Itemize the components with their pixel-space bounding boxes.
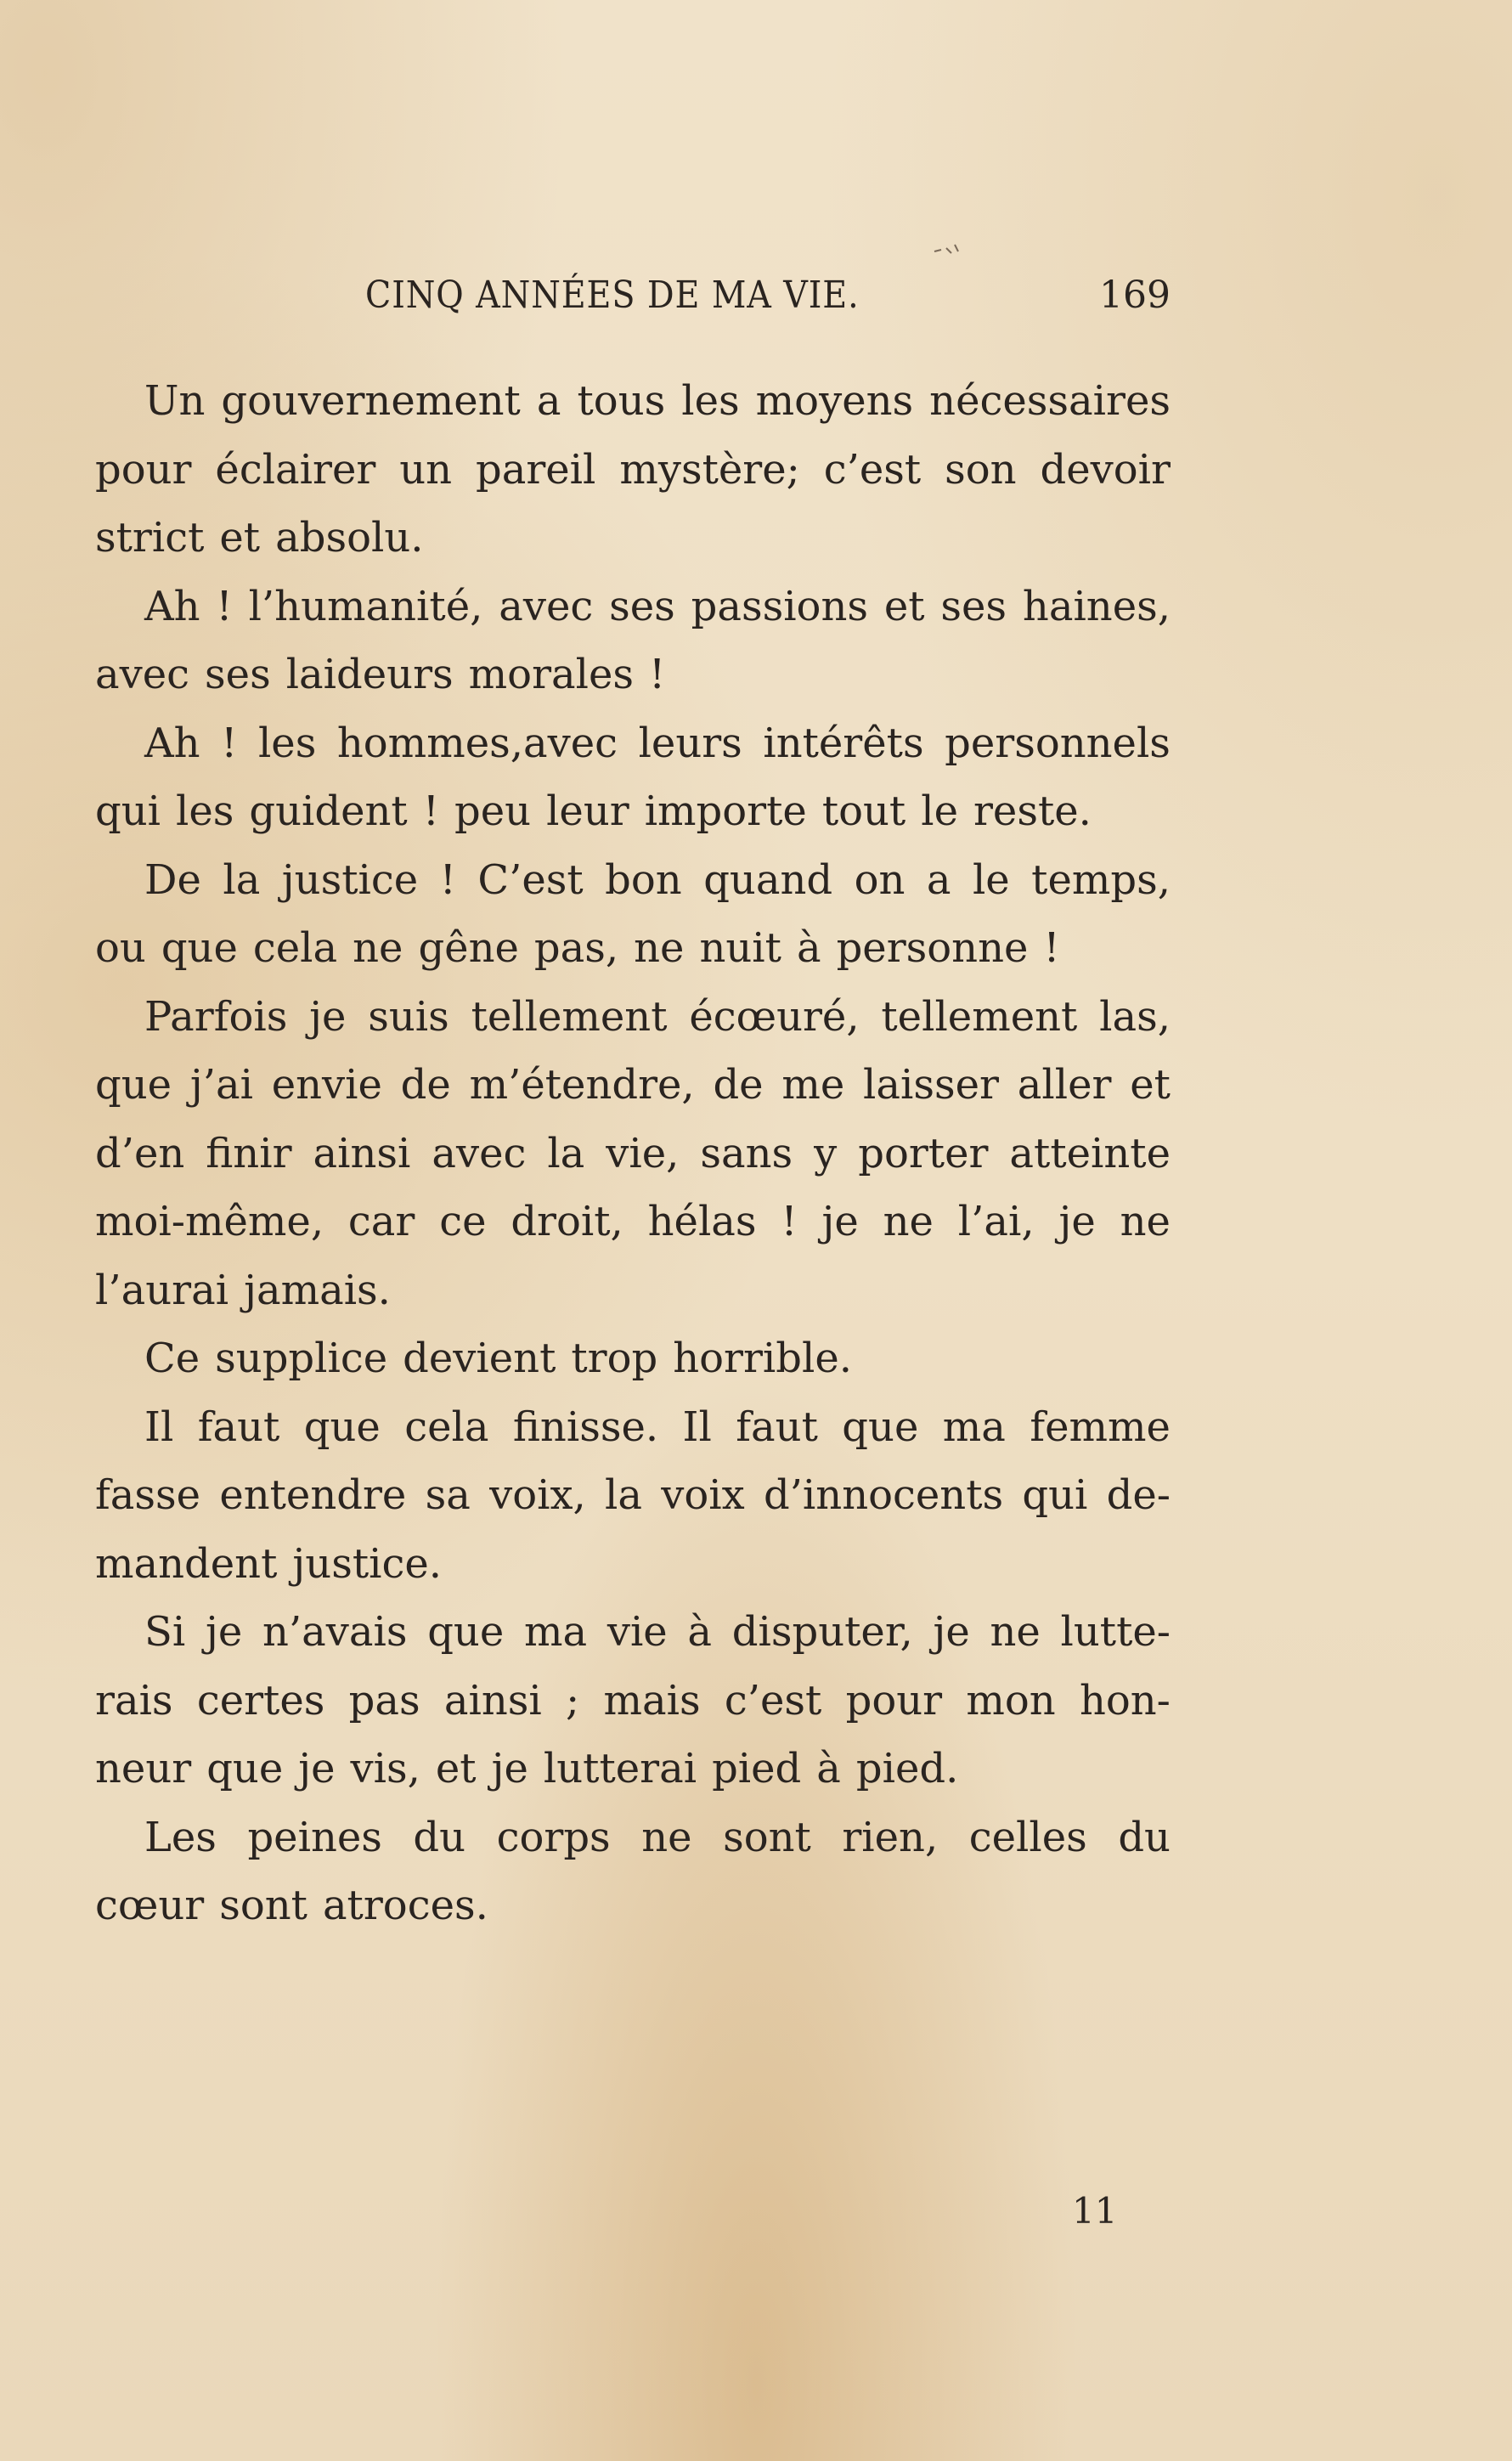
- text-line: qui les guident ! peu leur importe tout le reste.: [95, 787, 1092, 835]
- paragraph: [95, 1393, 1171, 1599]
- text-line: Ah ! l’humanité, avec ses passions et ses haines,: [144, 582, 1171, 630]
- text-line: l’aurai jamais.: [95, 1266, 391, 1314]
- text-line: Les peines du corps ne sont rien, celles du: [144, 1813, 1171, 1861]
- text-line: ou que cela ne gêne pas, ne nuit à personne !: [95, 924, 1060, 972]
- paragraph: [95, 1324, 1171, 1393]
- paragraph: [95, 1803, 1171, 1940]
- paragraph: [95, 983, 1171, 1325]
- ink-mark: [933, 240, 967, 257]
- text-line: d’en finir ainsi avec la vie, sans y porter atteinte: [95, 1129, 1171, 1177]
- text-line: Si je n’avais que ma vie à disputer, je ne lutte-: [144, 1608, 1171, 1656]
- text-line: Parfois je suis tellement écœuré, tellement las,: [144, 992, 1171, 1041]
- text-line: Il faut que cela finisse. Il faut que ma femme: [144, 1403, 1171, 1451]
- text-line: que j’ai envie de m’étendre, de me laisser aller et: [95, 1061, 1171, 1109]
- page-number: 169: [1099, 274, 1171, 317]
- text-line: avec ses laideurs morales !: [95, 651, 666, 698]
- text-line: Un gouvernement a tous les moyens nécessaires: [144, 377, 1171, 425]
- body-text: [95, 367, 1171, 1940]
- running-title: CINQ ANNÉES DE MA VIE.: [365, 274, 860, 317]
- text-line: moi-même, car ce droit, hélas ! je ne l’ai, je ne: [95, 1198, 1171, 1245]
- page-header: [365, 274, 1171, 325]
- text-line: strict et absolu.: [95, 514, 424, 562]
- paragraph: [95, 573, 1171, 709]
- text-line: Ce supplice devient trop horrible.: [144, 1335, 853, 1382]
- text-line: fasse entendre sa voix, la voix d’innocents qui de-: [95, 1471, 1171, 1519]
- text-line: Ah ! les hommes,avec leurs intérêts personnels: [144, 719, 1171, 767]
- text-line: cœur sont atroces.: [95, 1882, 488, 1929]
- paragraph: [95, 709, 1171, 846]
- signature-mark: 11: [1072, 2190, 1118, 2232]
- text-line: neur que je vis, et je lutterai pied à pied.: [95, 1745, 959, 1792]
- paragraph: [95, 1598, 1171, 1803]
- paragraph: [95, 846, 1171, 983]
- paragraph: [95, 367, 1171, 573]
- text-line: mandent justice.: [95, 1539, 443, 1588]
- text-line: pour éclairer un pareil mystère; c’est son devoir: [95, 445, 1171, 494]
- text-line: De la justice ! C’est bon quand on a le temps,: [144, 855, 1171, 904]
- text-line: rais certes pas ainsi ; mais c’est pour mon hon-: [95, 1676, 1171, 1724]
